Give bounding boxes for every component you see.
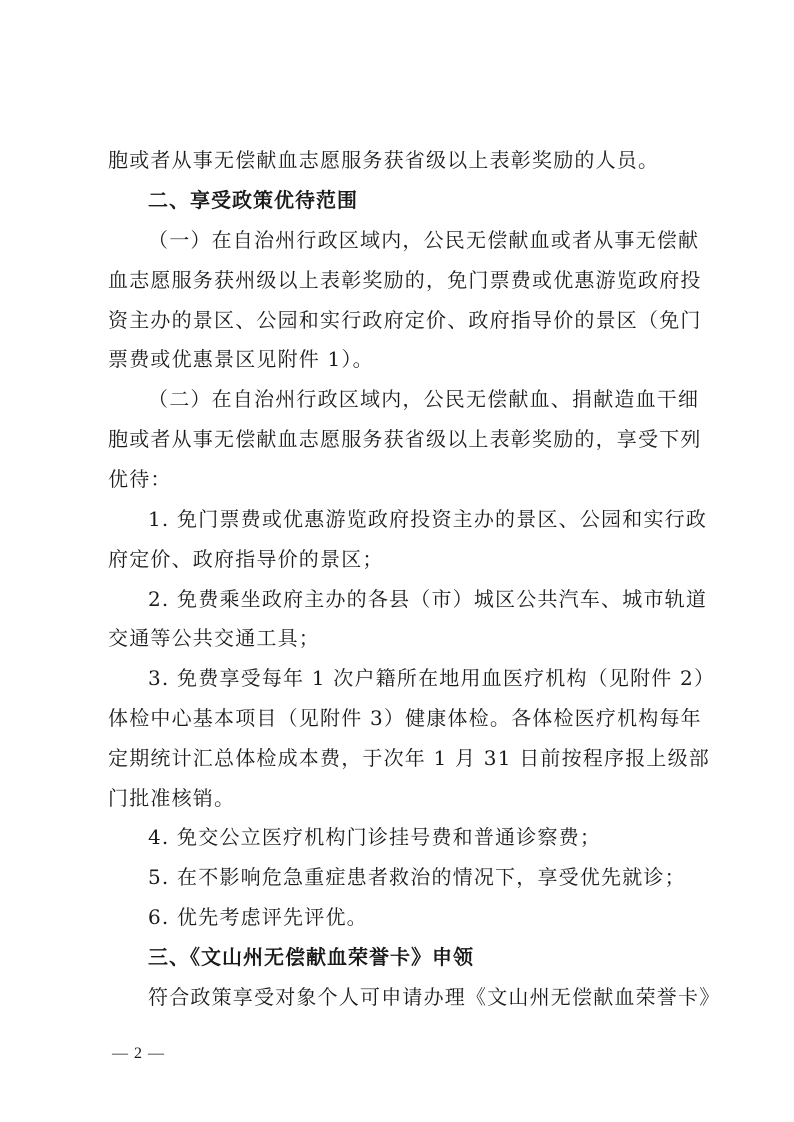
body-line: （一）在自治州行政区域内，公民无偿献血或者从事无偿献 bbox=[148, 228, 700, 252]
list-item-5: 5. 在不影响危急重症患者救治的情况下，享受优先就诊； bbox=[148, 865, 686, 889]
section-heading: 三、《文山州无偿献血荣誉卡》申领 bbox=[148, 945, 474, 969]
body-line: （二）在自治州行政区域内，公民无偿献血、捐献造血干细 bbox=[148, 387, 700, 411]
body-line: 票费或优惠景区见附件 1）。 bbox=[108, 347, 374, 371]
section-heading: 二、享受政策优待范围 bbox=[148, 188, 358, 212]
body-line: 定期统计汇总体检成本费，于次年 1 月 31 日前按程序报上级部 bbox=[108, 746, 711, 770]
body-line: 府定价、政府指导价的景区； bbox=[108, 547, 384, 571]
body-line: 交通等公共交通工具； bbox=[108, 626, 320, 650]
list-item-4: 4. 免交公立医疗机构门诊挂号费和普通诊察费； bbox=[148, 825, 602, 849]
body-line: 资主办的景区、公园和实行政府定价、政府指导价的景区（免门 bbox=[108, 308, 702, 332]
body-line: 血志愿服务获州级以上表彰奖励的，免门票费或优惠游览政府投 bbox=[108, 268, 702, 292]
body-line: 门批准核销。 bbox=[108, 786, 236, 810]
page-number: — 2 — bbox=[112, 1045, 165, 1062]
body-line: 符合政策享受对象个人可申请办理《文山州无偿献血荣誉卡》 bbox=[148, 985, 721, 1009]
list-item-3: 3. 免费享受每年 1 次户籍所在地用血医疗机构（见附件 2） bbox=[148, 666, 716, 690]
body-line: 优待： bbox=[108, 467, 172, 491]
list-item-2: 2. 免费乘坐政府主办的各县（市）城区公共汽车、城市轨道 bbox=[148, 587, 708, 611]
body-line: 胞或者从事无偿献血志愿服务获省级以上表彰奖励的人员。 bbox=[108, 148, 660, 172]
body-line: 胞或者从事无偿献血志愿服务获省级以上表彰奖励的，享受下列 bbox=[108, 427, 702, 451]
list-item-6: 6. 优先考虑评先评优。 bbox=[148, 905, 368, 929]
body-line: 体检中心基本项目（见附件 3）健康体检。各体检医疗机构每年 bbox=[108, 706, 702, 730]
list-item-1: 1. 免门票费或优惠游览政府投资主办的景区、公园和实行政 bbox=[148, 507, 708, 531]
